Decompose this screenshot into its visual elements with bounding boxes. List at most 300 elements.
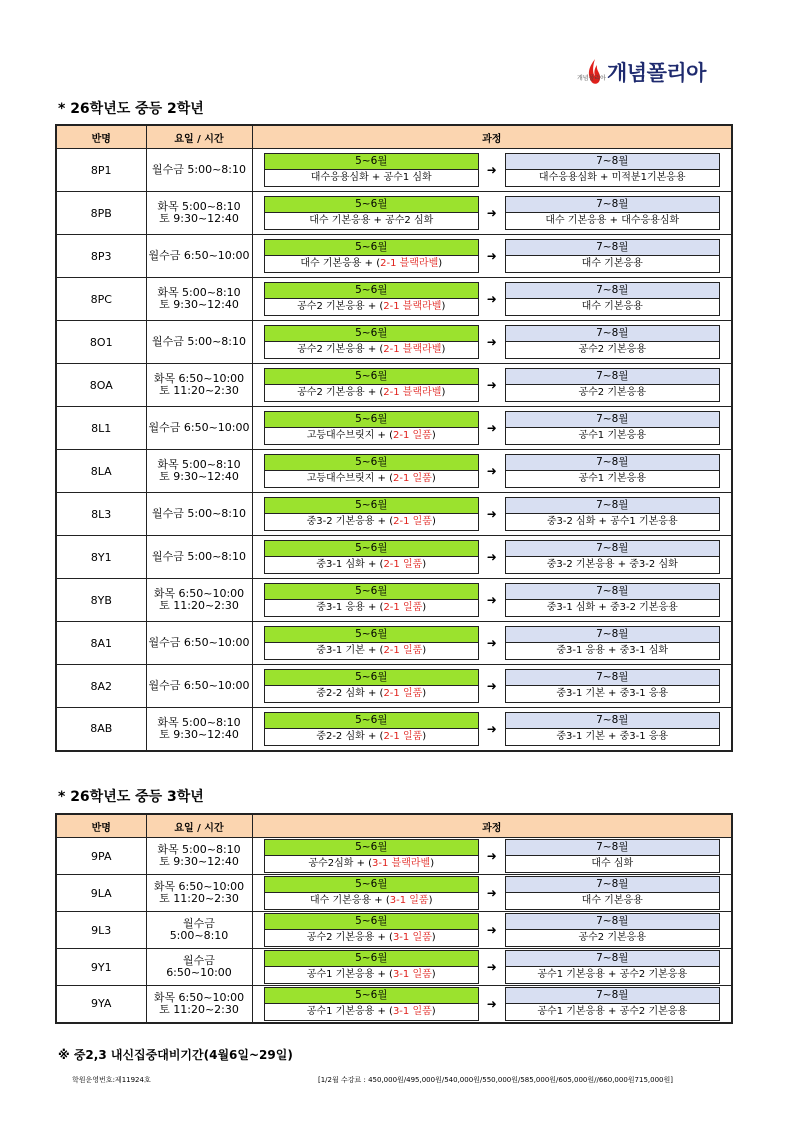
- course-text: 공수1 기본응용: [506, 471, 719, 487]
- month-label: 7~8월: [506, 670, 719, 686]
- month-label: 5~6월: [265, 584, 478, 600]
- course-cell: [252, 579, 732, 622]
- class-schedule: [146, 364, 252, 407]
- course-box-may-june: [264, 454, 479, 488]
- header-course: 과정: [252, 814, 732, 838]
- course-box-may-june: [264, 876, 479, 910]
- course-box-july-august: [505, 239, 720, 273]
- course-flow: [253, 839, 732, 873]
- course-highlight: 3-1 일품: [392, 1005, 432, 1017]
- course-box-july-august: [505, 153, 720, 187]
- course-box-july-august: [505, 987, 720, 1021]
- course-tail: ): [422, 645, 427, 656]
- course-tail: ): [441, 387, 446, 398]
- table-row: [56, 278, 732, 321]
- course-highlight: 3-1 일품: [389, 895, 429, 906]
- month-label: 7~8월: [506, 877, 719, 893]
- course-flow: [253, 282, 732, 316]
- arrow-right-icon: ➜: [486, 421, 497, 435]
- section-title-grade2: * 26학년도 중등 2학년: [58, 101, 204, 117]
- course-text: [265, 686, 478, 702]
- class-name: 8L1: [56, 407, 146, 450]
- schedule-table-grade2: [55, 124, 733, 752]
- schedule-line: 월수금 5:00~8:10: [152, 507, 246, 520]
- schedule-line: 월수금 6:50~10:00: [148, 249, 250, 262]
- course-box-may-june: [264, 626, 479, 660]
- table-row: [56, 493, 732, 536]
- month-label: 7~8월: [506, 455, 719, 471]
- table-row: [56, 149, 732, 192]
- course-box-july-august: [505, 411, 720, 445]
- schedule-line: 토 11:20~2:30: [159, 892, 239, 905]
- schedule-line: 6:50~10:00: [166, 966, 232, 979]
- schedule-line: 5:00~8:10: [169, 929, 229, 942]
- course-tail: ): [422, 730, 427, 742]
- table-row: [56, 986, 732, 1023]
- course-flow: [253, 583, 732, 617]
- table-row: [56, 622, 732, 665]
- course-text: 공수1 기본응용: [506, 428, 719, 444]
- course-box-may-june: [264, 712, 479, 746]
- course-text: 공수2 기본응용: [506, 930, 719, 946]
- course-text: [265, 385, 478, 401]
- table-row: [56, 321, 732, 364]
- course-tail: ): [441, 344, 446, 355]
- course-text: 중3-2 기본응용 + 중3-2 심화: [506, 557, 719, 573]
- arrow-right-icon: ➜: [486, 292, 497, 306]
- arrow-right-icon: ➜: [486, 849, 497, 863]
- course-main: 공수2 기본응용 + (: [306, 932, 393, 943]
- course-text: 중3-1 심화 + 중3-2 기본응용: [506, 600, 719, 616]
- course-cell: [252, 407, 732, 450]
- course-box-july-august: [505, 669, 720, 703]
- course-tail: ): [430, 858, 435, 869]
- course-cell: [252, 838, 732, 875]
- arrow-right-icon: ➜: [486, 163, 497, 177]
- course-flow: [253, 626, 732, 660]
- course-text: [265, 256, 478, 272]
- month-label: 5~6월: [265, 627, 478, 643]
- month-label: 7~8월: [506, 627, 719, 643]
- course-tail: ): [431, 1005, 436, 1017]
- month-label: 7~8월: [506, 283, 719, 299]
- course-box-may-june: [264, 153, 479, 187]
- course-highlight: 3-1 일품: [392, 969, 432, 980]
- course-text: [265, 856, 478, 872]
- course-text: [265, 428, 478, 444]
- schedule-line: 월수금: [183, 954, 215, 967]
- class-schedule: [146, 838, 252, 875]
- course-text: 중3-1 기본 + 중3-1 응용: [506, 686, 719, 702]
- course-box-july-august: [505, 325, 720, 359]
- course-cell: [252, 912, 732, 949]
- class-schedule: [146, 450, 252, 493]
- course-box-july-august: [505, 282, 720, 316]
- course-flow: [253, 712, 732, 746]
- month-label: 7~8월: [506, 154, 719, 170]
- schedule-line: 토 9:30~12:40: [159, 727, 239, 741]
- brand-logo: [577, 52, 706, 92]
- schedule-line: 월수금 5:00~8:10: [152, 335, 246, 348]
- table-row: [56, 407, 732, 450]
- arrow-right-icon: ➜: [486, 378, 497, 392]
- class-schedule: [146, 192, 252, 235]
- course-main: 공수2 기본응용 + (: [297, 344, 384, 355]
- month-label: 5~6월: [265, 713, 478, 729]
- arrow-right-icon: ➜: [486, 886, 497, 900]
- arrow-right-icon: ➜: [486, 206, 497, 220]
- class-name: 8YB: [56, 579, 146, 622]
- course-text: 대수 기본응용: [506, 256, 719, 272]
- course-cell: [252, 450, 732, 493]
- class-name: 8PC: [56, 278, 146, 321]
- course-main: 중3-1 기본 + (: [316, 645, 384, 656]
- schedule-line: 화목 6:50~10:00: [153, 990, 245, 1004]
- arrow-right-icon: ➜: [486, 550, 497, 564]
- month-label: 5~6월: [265, 455, 478, 471]
- schedule-line: 토 9:30~12:40: [159, 298, 239, 311]
- course-box-july-august: [505, 876, 720, 910]
- course-highlight: 2-1 블랙라벨: [380, 258, 439, 269]
- course-box-july-august: [505, 712, 720, 746]
- header-class: 반명: [56, 814, 146, 838]
- class-name: 8P3: [56, 235, 146, 278]
- class-schedule: [146, 149, 252, 192]
- course-main: 대수응용심화 + 공수1 심화: [310, 172, 432, 183]
- exam-period-note: ※ 중2,3 내신집중대비기간(4월6일~29일): [58, 1048, 293, 1062]
- class-schedule: [146, 986, 252, 1023]
- course-flow: [253, 540, 732, 574]
- course-box-july-august: [505, 497, 720, 531]
- course-box-july-august: [505, 626, 720, 660]
- table-row: [56, 949, 732, 986]
- course-text: 중3-1 기본 + 중3-1 응용: [506, 729, 719, 745]
- course-text: [265, 967, 478, 983]
- flame-icon: [577, 57, 606, 87]
- course-text: 대수 기본응용: [506, 893, 719, 909]
- month-label: 7~8월: [506, 988, 719, 1004]
- table-row: [56, 235, 732, 278]
- course-text: 공수1 기본응용 + 공수2 기본응용: [506, 1004, 719, 1020]
- course-flow: [253, 196, 732, 230]
- course-text: [265, 514, 478, 530]
- month-label: 5~6월: [265, 988, 478, 1004]
- month-label: 5~6월: [265, 498, 478, 514]
- month-label: 5~6월: [265, 412, 478, 428]
- month-label: 5~6월: [265, 541, 478, 557]
- course-box-may-june: [264, 196, 479, 230]
- course-text: [265, 213, 478, 229]
- course-flow: [253, 987, 732, 1021]
- table-row: [56, 665, 732, 708]
- course-highlight: 2-1 블랙라벨: [383, 344, 442, 355]
- course-tail: ): [438, 258, 443, 269]
- course-tail: ): [431, 516, 436, 527]
- course-cell: [252, 622, 732, 665]
- course-text: [265, 643, 478, 659]
- course-flow: [253, 325, 732, 359]
- table-row: [56, 192, 732, 235]
- schedule-line: 월수금 6:50~10:00: [148, 421, 250, 434]
- course-text: [265, 471, 478, 487]
- course-main: 중3-1 응용 + (: [316, 602, 384, 613]
- arrow-right-icon: ➜: [486, 636, 497, 650]
- schedule-line: 토 11:20~2:30: [159, 599, 239, 612]
- course-highlight: 3-1 일품: [392, 932, 432, 943]
- course-highlight: 2-1 일품: [393, 516, 432, 527]
- schedule-line: 화목 6:50~10:00: [153, 880, 245, 893]
- month-label: 5~6월: [265, 197, 478, 213]
- schedule-line: 화목 5:00~8:10: [157, 286, 241, 299]
- course-box-may-june: [264, 583, 479, 617]
- registration-number: 학원운영번호:제11924호: [72, 1076, 151, 1084]
- month-label: 5~6월: [265, 840, 478, 856]
- course-highlight: 2-1 블랙라벨: [383, 387, 442, 398]
- schedule-line: 월수금: [183, 917, 215, 930]
- course-cell: [252, 875, 732, 912]
- course-highlight: 2-1 일품: [383, 645, 423, 656]
- course-cell: [252, 708, 732, 751]
- course-text: [265, 170, 478, 186]
- header-course: 과정: [252, 125, 732, 149]
- course-text: [265, 600, 478, 616]
- course-text: 중3-2 심화 + 공수1 기본응용: [506, 514, 719, 530]
- schedule-line: 월수금 6:50~10:00: [148, 679, 250, 692]
- schedule-line: 토 11:20~2:30: [159, 1002, 239, 1016]
- arrow-right-icon: ➜: [486, 923, 497, 937]
- schedule-line: 토 9:30~12:40: [159, 470, 239, 483]
- month-label: 7~8월: [506, 498, 719, 514]
- table-row: [56, 912, 732, 949]
- course-cell: [252, 986, 732, 1023]
- course-box-july-august: [505, 540, 720, 574]
- course-text: 대수응용심화 + 미적분1기본응용: [506, 170, 719, 186]
- course-main: 중3-2 기본응용 + (: [306, 516, 394, 527]
- course-tail: ): [422, 602, 427, 613]
- class-schedule: [146, 875, 252, 912]
- course-text: [265, 1004, 478, 1020]
- course-box-may-june: [264, 913, 479, 947]
- course-cell: [252, 192, 732, 235]
- table-row: [56, 450, 732, 493]
- section-title-grade3: * 26학년도 중등 3학년: [58, 789, 204, 805]
- schedule-line: 토 9:30~12:40: [159, 212, 239, 225]
- class-name: 9Y1: [56, 949, 146, 986]
- schedule-line: 토 9:30~12:40: [159, 855, 239, 868]
- course-flow: [253, 950, 732, 984]
- course-text: 대수 기본응용: [506, 299, 719, 315]
- month-label: 5~6월: [265, 240, 478, 256]
- schedule-line: 월수금 6:50~10:00: [148, 636, 250, 649]
- table-row: [56, 536, 732, 579]
- course-box-may-june: [264, 669, 479, 703]
- class-schedule: [146, 579, 252, 622]
- course-text: [265, 342, 478, 358]
- course-box-may-june: [264, 987, 479, 1021]
- class-schedule: [146, 235, 252, 278]
- class-name: 9YA: [56, 986, 146, 1023]
- schedule-line: 월수금 5:00~8:10: [152, 163, 246, 176]
- course-flow: [253, 497, 732, 531]
- course-flow: [253, 876, 732, 910]
- class-schedule: [146, 622, 252, 665]
- arrow-right-icon: ➜: [486, 249, 497, 263]
- month-label: 7~8월: [506, 840, 719, 856]
- course-flow: [253, 913, 732, 947]
- course-cell: [252, 321, 732, 364]
- class-schedule: [146, 278, 252, 321]
- course-cell: [252, 235, 732, 278]
- course-box-july-august: [505, 583, 720, 617]
- course-flow: [253, 239, 732, 273]
- course-main: 공수2심화 + (: [308, 858, 373, 869]
- course-box-may-june: [264, 540, 479, 574]
- class-name: 9LA: [56, 875, 146, 912]
- month-label: 5~6월: [265, 326, 478, 342]
- course-box-may-june: [264, 497, 479, 531]
- course-box-july-august: [505, 950, 720, 984]
- month-label: 7~8월: [506, 951, 719, 967]
- schedule-line: 월수금 5:00~8:10: [152, 550, 246, 563]
- course-highlight: 2-1 일품: [383, 688, 423, 699]
- header-time: 요일 / 시간: [146, 814, 252, 838]
- course-cell: [252, 949, 732, 986]
- course-flow: [253, 368, 732, 402]
- course-main: 공수2 기본응용 + (: [297, 387, 384, 398]
- course-box-may-june: [264, 839, 479, 873]
- schedule-line: 화목 5:00~8:10: [157, 715, 241, 729]
- course-box-may-june: [264, 239, 479, 273]
- schedule-line: 화목 5:00~8:10: [157, 458, 241, 471]
- month-label: 7~8월: [506, 541, 719, 557]
- course-tail: ): [428, 895, 433, 906]
- arrow-right-icon: ➜: [486, 335, 497, 349]
- course-text: 대수 기본응용 + 대수응용심화: [506, 213, 719, 229]
- course-tail: ): [431, 473, 436, 484]
- schedule-line: 토 11:20~2:30: [159, 384, 239, 397]
- course-flow: [253, 153, 732, 187]
- course-highlight: 2-1 일품: [383, 730, 423, 742]
- course-cell: [252, 493, 732, 536]
- course-cell: [252, 278, 732, 321]
- course-main: 공수1 기본응용 + (: [306, 1005, 393, 1017]
- class-name: 8LA: [56, 450, 146, 493]
- course-cell: [252, 536, 732, 579]
- course-cell: [252, 665, 732, 708]
- arrow-right-icon: ➜: [486, 679, 497, 693]
- course-tail: ): [422, 559, 427, 570]
- month-label: 7~8월: [506, 713, 719, 729]
- table-row: [56, 838, 732, 875]
- course-highlight: 2-1 일품: [393, 430, 432, 441]
- class-schedule: [146, 407, 252, 450]
- arrow-right-icon: ➜: [486, 593, 497, 607]
- course-main: 대수 기본응용 + (: [300, 258, 381, 269]
- course-text: 중3-1 응용 + 중3-1 심화: [506, 643, 719, 659]
- course-tail: ): [431, 430, 436, 441]
- month-label: 5~6월: [265, 283, 478, 299]
- course-flow: [253, 411, 732, 445]
- logo-text: 개념폴리아: [607, 61, 706, 85]
- month-label: 7~8월: [506, 240, 719, 256]
- course-box-may-june: [264, 325, 479, 359]
- class-schedule: [146, 536, 252, 579]
- class-name: 8A1: [56, 622, 146, 665]
- class-name: 8P1: [56, 149, 146, 192]
- class-name: 8OA: [56, 364, 146, 407]
- schedule-line: 화목 5:00~8:10: [157, 843, 241, 856]
- course-box-may-june: [264, 411, 479, 445]
- table-row: [56, 364, 732, 407]
- course-tail: ): [441, 301, 446, 312]
- class-schedule: [146, 949, 252, 986]
- course-text: 대수 심화: [506, 856, 719, 872]
- course-main: 공수2 기본응용 + (: [297, 301, 384, 312]
- arrow-right-icon: ➜: [486, 464, 497, 478]
- table-row: [56, 875, 732, 912]
- class-name: 8L3: [56, 493, 146, 536]
- course-text: [265, 557, 478, 573]
- course-main: 중2-2 심화 + (: [316, 730, 384, 742]
- course-highlight: 3-1 블랙라벨: [372, 858, 431, 869]
- class-schedule: [146, 708, 252, 751]
- arrow-right-icon: ➜: [486, 960, 497, 974]
- class-name: 9PA: [56, 838, 146, 875]
- logo-small-text: 개념폴리아: [577, 75, 606, 82]
- month-label: 7~8월: [506, 326, 719, 342]
- course-highlight: 2-1 블랙라벨: [383, 301, 442, 312]
- course-box-july-august: [505, 913, 720, 947]
- arrow-right-icon: ➜: [486, 996, 497, 1011]
- schedule-line: 화목 6:50~10:00: [153, 372, 245, 385]
- table-row: [56, 579, 732, 622]
- course-main: 고등대수브릿지 + (: [306, 473, 393, 484]
- course-tail: ): [431, 969, 436, 980]
- schedule-line: 화목 6:50~10:00: [153, 587, 245, 600]
- course-text: [265, 893, 478, 909]
- course-text: [265, 299, 478, 315]
- month-label: 7~8월: [506, 914, 719, 930]
- class-name: 8O1: [56, 321, 146, 364]
- class-schedule: [146, 665, 252, 708]
- course-text: 공수2 기본응용: [506, 385, 719, 401]
- month-label: 5~6월: [265, 369, 478, 385]
- course-main: 중3-1 심화 + (: [316, 559, 384, 570]
- course-highlight: 2-1 일품: [393, 473, 432, 484]
- course-text: 공수2 기본응용: [506, 342, 719, 358]
- tuition-info: [1/2월 수강료 : 450,000원/495,000원/540,000원/550,000원/585,000원/605,000원//660,000원715,000원]: [318, 1076, 673, 1084]
- course-box-july-august: [505, 839, 720, 873]
- schedule-table-grade3: [55, 813, 733, 1024]
- class-name: 8AB: [56, 708, 146, 751]
- course-text: [265, 930, 478, 946]
- table-row: [56, 708, 732, 751]
- month-label: 5~6월: [265, 951, 478, 967]
- month-label: 7~8월: [506, 197, 719, 213]
- month-label: 7~8월: [506, 369, 719, 385]
- course-tail: ): [431, 932, 436, 943]
- month-label: 7~8월: [506, 584, 719, 600]
- class-name: 8A2: [56, 665, 146, 708]
- course-text: [265, 729, 478, 745]
- class-schedule: [146, 912, 252, 949]
- arrow-right-icon: ➜: [486, 507, 497, 521]
- class-schedule: [146, 493, 252, 536]
- arrow-right-icon: ➜: [486, 721, 497, 736]
- header-time: 요일 / 시간: [146, 125, 252, 149]
- course-cell: [252, 149, 732, 192]
- course-flow: [253, 454, 732, 488]
